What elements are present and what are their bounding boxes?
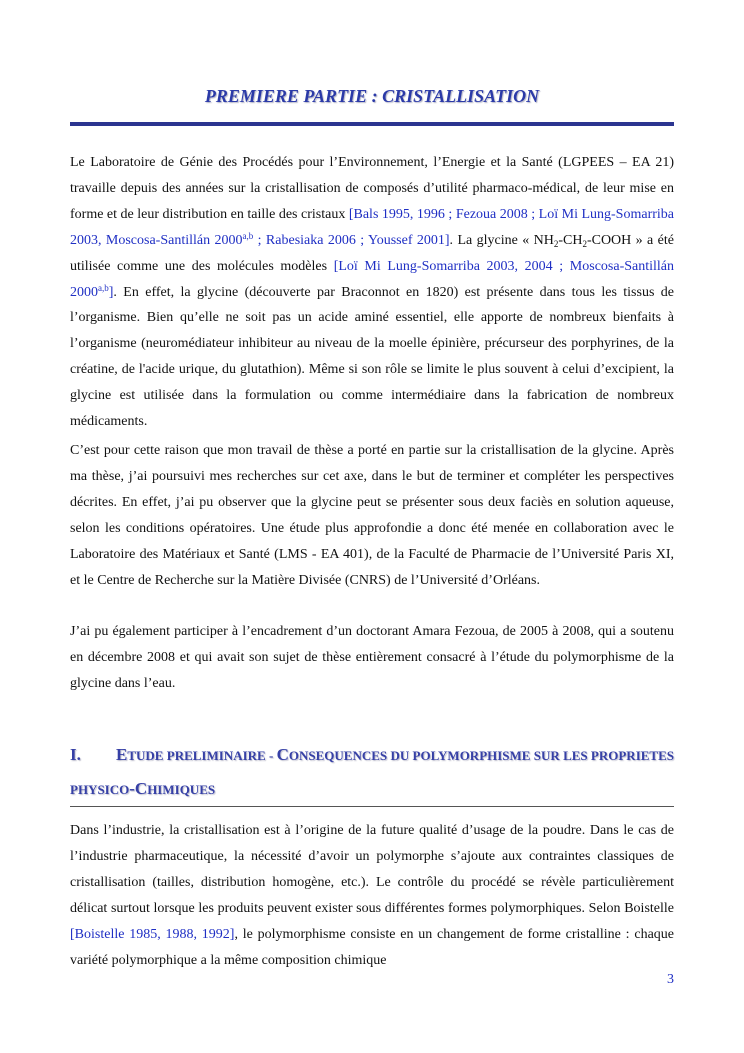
text-segment: -COOH » a été utilisée comme une des molécules modèles [70,232,674,274]
text-segment: Le Laboratoire de Génie des Procédés pour l’Environnement, l’Energie et la Santé (LGPEES – EA 21) travaille depuis des années sur la cristallisation de composés d’utilité pharmaco-médical, de leur mise en forme et de leur distribution en taille des cristaux [70,155,674,222]
citation-link[interactable]: [Loï Mi Lung-Somarriba 2003, 2004 ; Moscosa-Santillán 2000$^{a,b}$] [70,258,674,300]
section-underline [70,806,674,807]
citation-link[interactable]: [Boistelle 1985, 1988, 1992] [70,926,235,942]
subscript: 2 [553,238,559,249]
text-segment: -CH [558,232,583,248]
page-title: PREMIERE PARTIE : CRISTALLISATION [204,86,540,106]
page-number: 3 [667,972,674,987]
text-segment: . La glycine « NH [449,232,554,248]
text-segment: , le polymorphisme consiste en un changement de forme cristalline : chaque variété polymorphique a la même composition chimique [70,926,675,968]
citation-link[interactable]: [Bals 1995, 1996 ; Fezoua 2008 ; Loï Mi Lung-Somarriba 2003, Moscosa-Santillán 2000$^{a,b}$ ; Rabesiaka 2006 ; Youssef 2001] [70,206,674,248]
text-segment: Dans l’industrie, la cristallisation est à l’origine de la future qualité d’usage de la poudre. Dans le cas de l’industrie pharmaceutique, la nécessité d’avoir un polymorphe s’ajoute aux contraintes classiques de cristallisation (tailles, distribution homogène, etc.). Le contrôle du procédé se révèle particulièrement délicat surtout lorsque les produits peuvent exister sous différentes formes polymorphiques. Selon Boistelle [70,823,674,916]
section-number: I. [70,745,81,764]
thesis-paragraph: C’est pour cette raison que mon travail de thèse a porté en partie sur la cristallisation de la glycine. Après ma thèse, j’ai poursuivi mes recherches sur cet axe, dans le but de terminer et compléter les perspectives décrites. En effet, j’ai pu observer que la glycine peut se présenter sous deux faciès en solution aqueuse, selon les conditions opératoires. Une étude plus approfondie a donc été menée en collaboration avec le Laboratoire des Matériaux et Santé (LMS - EA 401), de la Faculté de Pharmacie de l’Université Paris XI, et le Centre de Recherche sur la Matière Divisée (CNRS) de l’Université d’Orléans. [70,443,674,588]
intro-paragraph [70,150,674,435]
title-underline [70,122,674,126]
section-heading: I. ETUDE PRELIMINAIRE - CONSEQUENCES DU POLYMORPHISME SUR LES PROPRIETES PHYSICO-CHIMIQUES [70,738,674,806]
subscript: 2 [582,238,587,249]
industry-paragraph [70,818,674,973]
text-segment: . En effet, la glycine (découverte par Braconnot en 1820) est présente dans tous les tissus de l’organisme. Bien qu’elle ne soit pas un acide aminé essentiel, elle apporte de nombreux bienfaits à l’organisme (neuromédiateur inhibiteur au niveau de la moelle épinière, précurseur des porphyrines, de la créatine, de l'acide urique, du glutathion). Même si son rôle se limite le plus souvent à celui d’excipient, la glycine est utilisée dans la formulation ou comme intermédiaire dans la fabrication de nombreux médicaments. [70,284,674,430]
supervision-paragraph: J’ai pu également participer à l’encadrement d’un doctorant Amara Fezoua, de 2005 à 2008, qui a soutenu en décembre 2008 et qui avait son sujet de thèse entièrement consacré à l’étude du polymorphisme de la glycine dans l’eau. [70,624,674,691]
